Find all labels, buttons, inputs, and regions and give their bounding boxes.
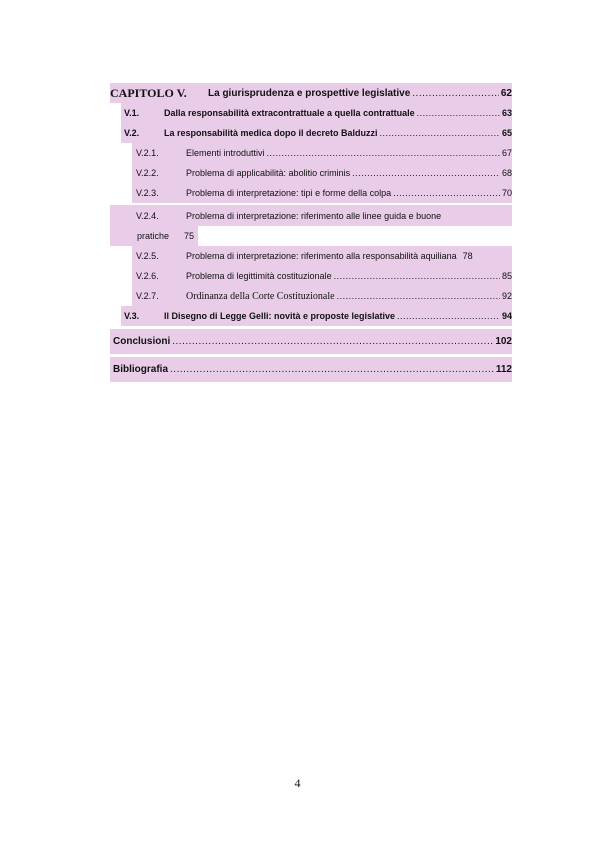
toc-page: 70 [501, 188, 512, 198]
toc-title: Problema di legittimità costituzionale [186, 271, 332, 281]
toc-title: La giurisprudenza e prospettive legislative [208, 87, 411, 99]
toc-entry-chapter-v[interactable] [110, 83, 512, 103]
toc-number: V.2.2. [136, 168, 159, 178]
toc-page: 75 [184, 231, 195, 241]
toc-page: 67 [501, 148, 512, 158]
toc-leader [397, 311, 500, 321]
toc-leader [380, 128, 500, 138]
toc-title: Problema di interpretazione: riferimento alle linee guida e buone [186, 210, 442, 221]
toc-page: 94 [501, 311, 512, 321]
toc-entry-v2-2[interactable] [132, 163, 512, 183]
toc-page: 92 [501, 291, 512, 301]
toc-page: 63 [501, 108, 512, 118]
toc-title: Dalla responsabilità extracontrattuale a quella contrattuale [164, 108, 415, 118]
toc-number: V.1. [124, 108, 140, 118]
toc-leader [334, 271, 500, 281]
toc-title: Problema di applicabilità: abolitio criminis [186, 168, 351, 178]
toc-number: V.2.1. [136, 148, 159, 158]
toc-number: V.3. [124, 311, 140, 321]
toc-page: 85 [501, 271, 512, 281]
toc-title: La responsabilità medica dopo il decreto Balduzzi [164, 128, 378, 138]
toc-title: Elementi introduttivi [186, 148, 265, 158]
toc-entry-v2-1[interactable] [132, 143, 512, 163]
toc-title: Problema di interpretazione: riferimento alla responsabilità aquiliana [186, 251, 457, 261]
toc-entry-conclusioni[interactable] [110, 329, 512, 354]
toc-number: V.2.5. [136, 251, 159, 261]
toc-entry-bibliografia[interactable] [110, 357, 512, 382]
toc-leader [337, 291, 500, 301]
toc-number: V.2.4. [136, 210, 159, 221]
toc-leader [412, 88, 499, 99]
toc-entry-v2-5[interactable] [132, 246, 512, 266]
toc-page: 102 [495, 336, 512, 347]
toc-entry-v2[interactable] [121, 123, 512, 143]
toc-leader [170, 364, 494, 375]
toc-title: Bibliografia [113, 364, 169, 375]
page-number: 4 [294, 776, 301, 790]
toc-number: CAPITOLO V. [110, 85, 187, 100]
toc-leader [393, 188, 500, 198]
toc-entry-v2-4[interactable] [110, 205, 512, 226]
toc-title: Conclusioni [113, 336, 171, 347]
toc-entry-v2-6[interactable] [132, 266, 512, 286]
toc-entry-v2-4-continued[interactable] [110, 226, 198, 246]
toc-leader [267, 148, 500, 158]
toc-leader [352, 168, 500, 178]
toc-leader [172, 336, 493, 347]
toc-leader [417, 108, 500, 118]
toc-title: Ordinanza della Corte Costituzionale [186, 290, 335, 302]
toc-title: Problema di interpretazione: tipi e forme della colpa [186, 188, 392, 198]
toc-number: V.2.3. [136, 188, 159, 198]
toc-page: 65 [501, 128, 512, 138]
toc-entry-v3[interactable] [121, 306, 512, 326]
toc-title: Il Disegno di Legge Gelli: novità e proposte legislative [164, 311, 396, 321]
toc-entry-v1[interactable] [121, 103, 512, 123]
toc-page: 68 [501, 168, 512, 178]
toc-number: V.2. [124, 128, 140, 138]
toc-entry-v2-3[interactable] [132, 183, 512, 203]
toc-number: V.2.7. [136, 291, 159, 301]
toc-page: 78 [462, 251, 473, 261]
toc-number: V.2.6. [136, 271, 159, 281]
toc-entry-v2-7[interactable] [132, 286, 512, 306]
toc-page: 112 [495, 364, 512, 375]
toc-title-continued: pratiche [137, 231, 170, 241]
toc-page: 62 [500, 87, 512, 99]
